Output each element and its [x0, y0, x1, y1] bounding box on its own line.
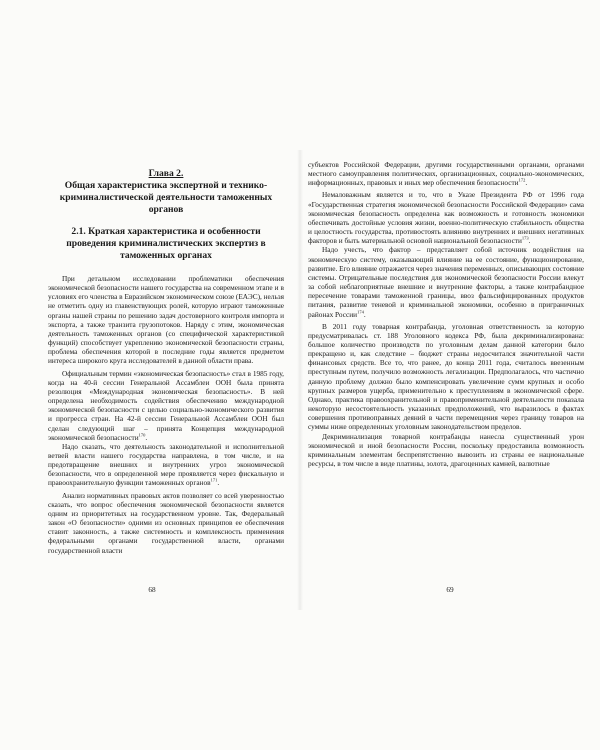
paragraph: В 2011 году товарная контрабанда, уголовная ответственность за которую предусматривалась ст. 188 Уголовного кодекса РФ, была декриминализирована: большое количество производств по уголовным делам данной категории было прекращено и, как следствие – бюджет страны недосчитался значительной части финансовых средств. Все то, что ранее, до конца 2011 года, считалось ввезенным преступным путем, получило возможность легализации. Предполагалось, что частично данную проблему должно было компенсировать увеличение сумм крупных и особо крупных размеров ущерба, применительно к преступлениям в экономической сфере. Однако, практика правоохранительной и правоприменительной деятельности показала некоторую несостоятельность указанных предположений, что выразилось в фактах совершения противоправных деяний в части перемещения через границу товаров на суммы ниже определенных уголовным законодательством пределов. [308, 321, 584, 432]
chapter-title: Общая характеристика экспертной и технико-криминалистической деятельности таможенных органов [59, 180, 273, 215]
paragraph: Декриминализация товарной контрабанды нанесла существенный урон экономической и иной безопасности России, поскольку предоставила возможность криминальным элементам беспрепятственно вывозить из страны ее национальные ресурсы, в том числе в виде платины, золота, драгоценных камней, валютные [308, 431, 584, 468]
chapter-heading [48, 168, 284, 216]
footnote-ref: 172 [518, 177, 526, 183]
page-number-left: 68 [148, 585, 156, 594]
footnote-ref: 170 [138, 432, 146, 438]
right-page [300, 0, 600, 750]
paragraph: При детальном исследовании проблематики обеспечения экономической безопасности нашего государства на современном этапе и в условиях его членства в Евразийском экономическом союзе (ЕАЭС), нельзя не отметить одну из главенствующих ролей, которую играют таможенные органы нашей страны по решению задач достоверного контроля импорта и экспорта, а также транзита грузопотоков. Наряду с этим, экономическая деятельность таможенных органов (со специфической характеристикой функций) способствует укреплению экономической безопасности страны, проблема обеспечения которой в последние годы является предметом интереса широкого круга исследователей в данной области права. [48, 274, 285, 366]
footnote-ref: 171 [210, 478, 218, 484]
footnote-ref: 174 [357, 309, 364, 315]
paragraph: Надо учесть, что фактор – представляет собой источник воздействия на экономическую систему, оказывающий влияние на ее состояние, функционирование, развитие. Его влияние отражается через значения переменных, описывающих состояние системы. Отрицательные последствия для экономической безопасности России влекут за собой неблагоприятные внешние и внутренние факторы, а также контрабандное пересечение товарами таможенной границы, ввоз фальсифицированных продуктов питания, развитие теневой и криминальной экономики, особенно в приграничных районах России$^{174}$. [308, 245, 584, 319]
paragraph: Официальным термин «экономическая безопасность» стал в 1985 году, когда на 40-й сессии Генеральной Ассамблеи ООН была принята резолюция «Международная экономическая безопасность». В ней определена необходимость содействия обеспечению международной экономической безопасности с целью социально-экономического развития и прогресса стран. На 42-й сессии Генеральной Ассамблеи ООН был сделан следующий шаг – принята Концепция международной экономической безопасности$^{170}$. [48, 368, 284, 442]
section-heading: 2.1. Краткая характеристика и особенности проведения криминалистических экспертиз в таможенных органах [66, 226, 266, 261]
footnote-ref: 173 [521, 235, 529, 241]
paragraph: Надо сказать, что деятельность законодательной и исполнительной ветвей власти нашего государства направлена, в том числе, и на предотвращение внешних и внутренних угроз экономической безопасности, что в определенной мере проявляется через фискальную и правоохранительную функции таможенных органов$^{171}$. [48, 441, 284, 488]
paragraph: Немаловажным является и то, что в Указе Президента РФ от 1996 года «Государственная стратегия экономической безопасности Российской Федерации» сама экономическая безопасность определена как возможность и готовность экономики обеспечивать достойные условия жизни, военно-политическую стабильность общества и целостность государства, противостоять влиянию внутренних и внешних негативных факторов и быть материальной основой национальной безопасности$^{173}$. [308, 190, 584, 246]
chapter-label: Глава 2. [148, 168, 184, 179]
paragraph: Анализ нормативных правовых актов позволяет со всей уверенностью сказать, что вопрос обеспечения экономической безопасности является одним из приоритетных на государственном уровне. Так, Федеральный закон «О безопасности» одними из основных принципов ее обеспечения ставит законность, а также системность и комплексность применения федеральными органами государственной власти, органами государственной власти [48, 490, 284, 555]
paragraph: субъектов Российской Федерации, другими государственными органами, органами местного самоуправления политических, организационных, социально-экономических, информационных, правовых и иных мер обеспечения безопасности$^{172}$. [308, 160, 584, 188]
page-number-right: 69 [446, 585, 454, 594]
